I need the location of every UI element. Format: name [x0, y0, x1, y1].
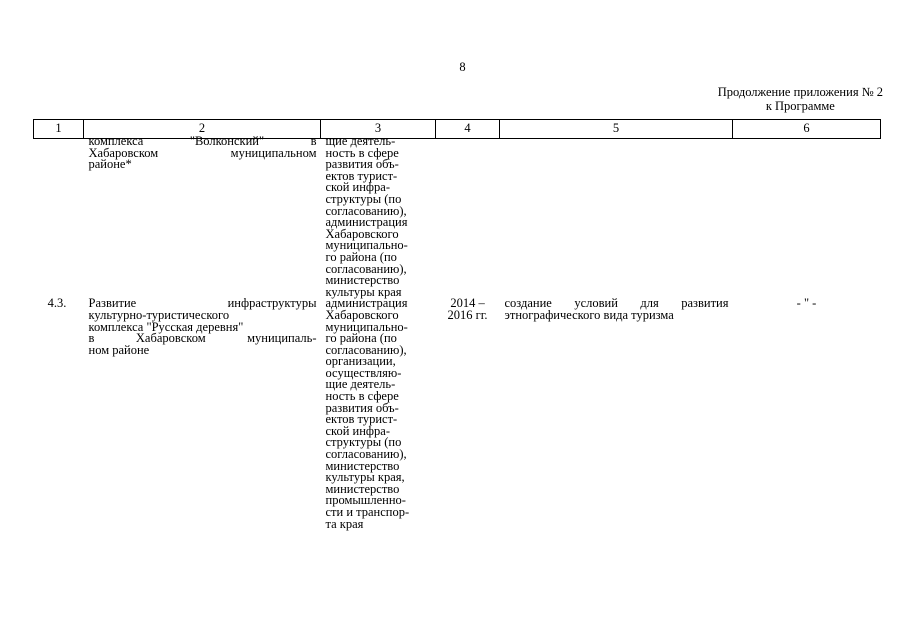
executors-line: ской инфра- — [325, 180, 390, 195]
executors-line: осуществляю- — [325, 365, 402, 380]
executors-line: Хабаровского — [325, 307, 399, 322]
executors-line: го района (по — [325, 331, 397, 346]
continuation-header — [718, 86, 883, 113]
continuation-line-1: Продолжение приложения № 2 — [717, 85, 883, 99]
column-header-6: 6 — [733, 120, 881, 139]
period-line: 2016 гг. — [447, 307, 488, 322]
continuation-line-2: к Программе — [765, 98, 835, 113]
executors-line: министерство — [325, 273, 400, 288]
column-header-4: 4 — [436, 120, 500, 139]
indicator-cell — [733, 139, 881, 299]
executors-line: щие деятель- — [325, 377, 396, 392]
executors-line: организации, — [325, 354, 396, 369]
executors-line: культуры края, — [325, 470, 405, 485]
executors-line: развития объ- — [325, 157, 399, 172]
event-name-line: комплекса "Волконский" в — [88, 134, 317, 148]
column-header-2: 2 — [84, 120, 321, 139]
column-header-3: 3 — [321, 120, 436, 139]
period-cell — [436, 139, 500, 299]
indicator-cell: - " - — [796, 296, 817, 311]
executors-cell — [321, 298, 436, 530]
event-name-line: районе* — [88, 157, 132, 172]
table-row — [34, 298, 881, 530]
executors-line: согласованию), — [325, 261, 407, 276]
program-table — [33, 119, 881, 530]
executors-line: муниципально- — [325, 238, 408, 253]
column-header-5: 5 — [500, 120, 733, 139]
executors-line: согласованию), — [325, 447, 407, 462]
row-number: 4.3. — [47, 296, 67, 311]
executors-line: щие деятель- — [325, 134, 396, 148]
executors-line: ской инфра- — [325, 423, 390, 438]
executors-line: го района (по — [325, 249, 397, 264]
event-name-line: в Хабаровском муниципаль- — [88, 331, 317, 346]
executors-line: Хабаровского — [325, 226, 399, 241]
executors-line: развития объ- — [325, 400, 399, 415]
table-row — [34, 139, 881, 299]
executors-cell — [321, 134, 436, 299]
event-name-line: Развитие инфраструктуры — [88, 296, 317, 311]
row-number — [34, 139, 84, 299]
executors-line: согласованию), — [325, 342, 407, 357]
period-line: 2014 – — [450, 296, 485, 311]
period-cell — [436, 298, 500, 530]
executors-line: ность в сфере — [325, 389, 399, 404]
executors-line: муниципально- — [325, 319, 408, 334]
result-line: этнографического вида туризма — [504, 307, 674, 322]
event-name-cell — [84, 298, 321, 530]
executors-line: администрация — [325, 215, 408, 230]
result-cell — [500, 298, 733, 530]
event-name-line: ном районе — [88, 342, 150, 357]
executors-line: ектов турист- — [325, 412, 398, 427]
executors-line: ектов турист- — [325, 168, 398, 183]
executors-line: сти и транспор- — [325, 505, 410, 519]
event-name-line: Хабаровском муниципальном — [88, 145, 317, 160]
executors-line: промышленно- — [325, 493, 406, 508]
event-name-line: культурно-туристического — [88, 307, 230, 322]
event-name-cell — [84, 134, 321, 299]
result-line: создание условий для развития — [504, 296, 729, 311]
executors-line: согласованию), — [325, 203, 407, 218]
executors-line: структуры (по — [325, 191, 402, 206]
executors-line: та края — [325, 516, 364, 531]
executors-line: администрация — [325, 296, 408, 311]
executors-line: ность в сфере — [325, 145, 399, 160]
result-cell — [500, 139, 733, 299]
column-header-1: 1 — [34, 120, 84, 139]
executors-line: министерство — [325, 458, 400, 473]
executors-line: культуры края — [325, 284, 402, 299]
executors-line: министерство — [325, 481, 400, 496]
page-number: 8 — [459, 60, 466, 74]
executors-line: структуры (по — [325, 435, 402, 450]
event-name-line: комплекса "Русская деревня" — [88, 319, 244, 334]
